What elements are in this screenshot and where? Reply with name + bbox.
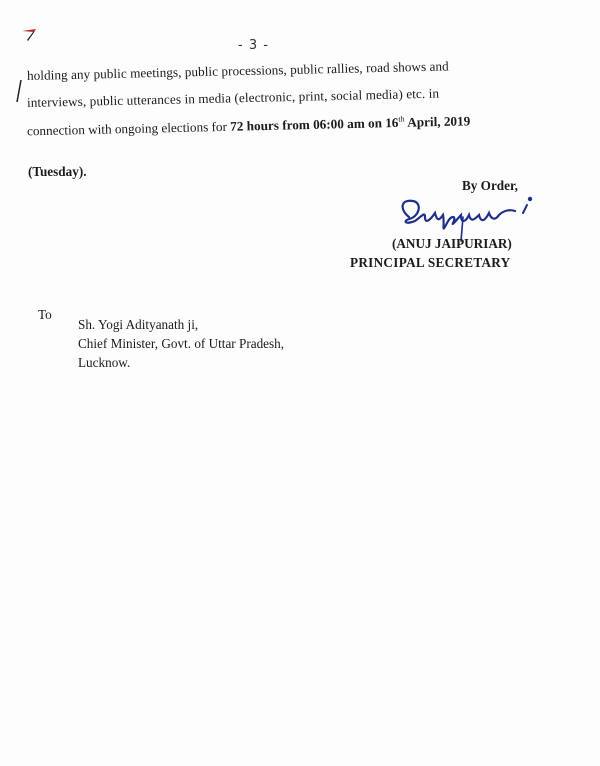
body-text-line-3-date: April, 2019 <box>404 113 471 130</box>
body-text-line-3-bold: 72 hours from 06:00 am on 16 <box>230 114 399 134</box>
to-label: To <box>38 307 52 322</box>
recipient-city: Lucknow. <box>78 355 131 370</box>
page-number: - 3 - <box>238 38 269 53</box>
corner-mark-icon <box>22 29 38 41</box>
body-text-line-2: interviews, public utterances in media (electronic, print, social media) etc. in <box>26 85 440 110</box>
body-text-line-3 <box>27 113 471 139</box>
ordinal-superscript: th <box>398 114 405 124</box>
body-text-line-3-plain: connection with ongoing elections for <box>26 118 231 139</box>
body-text-line-1: holding any public meetings, public processions, public rallies, road shows and <box>26 58 449 83</box>
by-order-label: By Order, <box>462 178 518 193</box>
signatory-designation: PRINCIPAL SECRETARY <box>350 255 511 270</box>
recipient-title: Chief Minister, Govt. of Uttar Pradesh, <box>78 336 285 351</box>
recipient-name: Sh. Yogi Adityanath ji, <box>78 317 199 332</box>
signatory-name: (ANUJ JAIPURIAR) <box>392 236 512 251</box>
margin-tick-icon <box>16 80 22 102</box>
body-text-line-4: (Tuesday). <box>28 164 87 179</box>
